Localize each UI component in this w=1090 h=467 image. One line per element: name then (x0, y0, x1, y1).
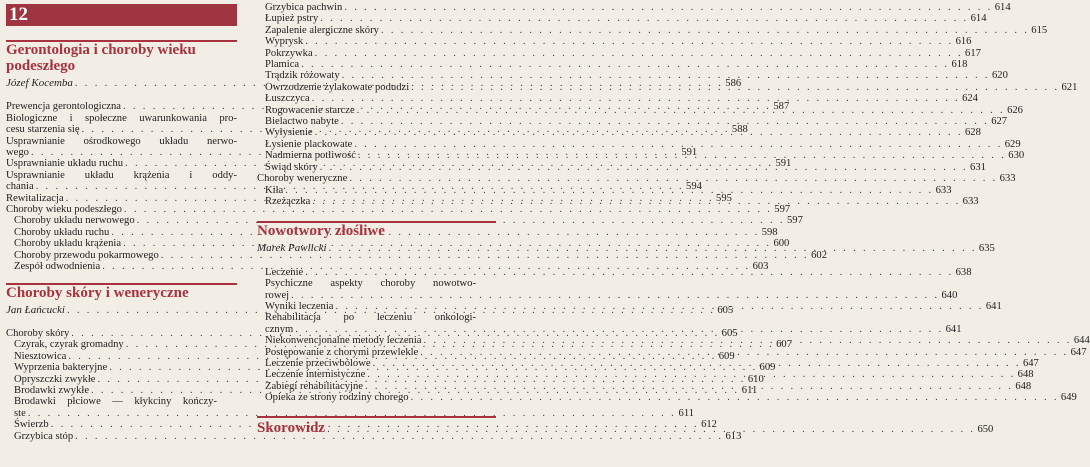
toc-entry: cznym . . . 641 (257, 324, 496, 335)
toc-entry: Choroby weneryczne . . . 633 (257, 173, 496, 184)
section-title-line: podeszłego (6, 58, 76, 74)
toc-subentry: Świąd skóry . . . 631 (257, 162, 496, 173)
toc-subentry: Choroby układu ruchu . . . 598 (6, 227, 237, 238)
toc-entry-line: Usprawnianie układu krążenia i oddy- (6, 169, 237, 181)
toc-subentry: ste . . . 611 (6, 408, 237, 419)
toc-subentry: Łuszczyca . . . 624 (257, 93, 496, 104)
toc-entry: Choroby wieku podeszłego . . . 597 (6, 204, 237, 215)
page-number: 12 (6, 4, 237, 26)
toc-subentry: Wyłysienie . . . 628 (257, 127, 496, 138)
author-entry: Józef Kocemba . . . 586 (6, 78, 237, 89)
toc-entry-line: Rehabilitacja po leczeniu onkologi- (265, 312, 476, 324)
section-title-oncology (257, 221, 496, 239)
toc-entry: Choroby skóry . . . 605 (6, 328, 237, 339)
toc-subentry: Choroby układu nerwowego . . . 597 (6, 215, 237, 226)
section-title-geriatrics (6, 40, 237, 74)
author-entry: Marek Pawlicki . . . 635 (257, 243, 496, 254)
toc-subentry: Zespół odwodnienia . . . 603 (6, 261, 237, 272)
toc-subentry: Wyprysk . . . 616 (257, 36, 496, 47)
toc-subentry: Wyprzenia bakteryjne . . . 609 (6, 362, 237, 373)
toc-entry-line: Usprawnianie ośrodkowego układu nerwo- (6, 135, 237, 147)
toc-subentry: Choroby układu krążenia . . . 600 (6, 238, 237, 249)
toc-subentry: Łysienie plackowate . . . 629 (257, 139, 496, 150)
toc-subentry: Plamica . . . 618 (257, 59, 496, 70)
toc-entry: Leczenie internistyczne . . . 648 (257, 369, 496, 380)
toc-entry: wego . . . 591 (6, 147, 237, 158)
section-title-line: Choroby skóry i weneryczne (6, 284, 189, 301)
toc-entry: Zabiegi rehabilitacyjne . . . 648 (257, 381, 496, 392)
toc-subentry: Choroby przewodu pokarmowego . . . 602 (6, 250, 237, 261)
toc-entry-line: Psychiczne aspekty choroby nowotwo- (265, 278, 476, 290)
toc-subentry: Brodawki zwykłe . . . 611 (6, 385, 237, 396)
toc-entry: Leczenie przeciwbólowe . . . 647 (257, 358, 496, 369)
toc-entry: Wyniki leczenia . . . 641 (257, 301, 496, 312)
toc-entry-line: Biologiczne i społeczne uwarunkowania pro- (6, 112, 237, 124)
toc-subentry: Grzybica pachwin . . . 614 (257, 2, 496, 13)
toc-entry: chania . . . 594 (6, 181, 237, 192)
toc-entry: Opieka ze strony rodziny chorego . . . 649 (257, 392, 496, 403)
toc-entry: Rewitalizacja . . . 595 (6, 193, 237, 204)
toc-entry: Postępowanie z chorymi przewlekle . . . 647 (257, 347, 496, 358)
toc-subentry: Świerzb . . . 612 (6, 419, 237, 430)
toc-entry: cesu starzenia się . . . 588 (6, 124, 237, 135)
author-entry: Jan Łańcucki . . . 605 (6, 305, 237, 316)
section-title-line: Nowotwory złośliwe (257, 223, 385, 240)
section-title-line: Gerontologia i choroby wieku (6, 42, 196, 58)
toc-subentry: Zapalenie alergiczne skóry . . . 615 (257, 25, 496, 36)
toc-subentry: Owrzodzenie żylakowate podudzi . . . 621 (257, 82, 496, 93)
toc-subentry: Czyrak, czyrak gromadny . . . 607 (6, 339, 237, 350)
toc-entry: Niekonwencjonalne metody leczenia . . . 644 (257, 335, 496, 346)
toc-subentry: Opryszczki zwykłe . . . 610 (6, 374, 237, 385)
toc-subentry: Kiła . . . 633 (257, 185, 496, 196)
index-entry: Skorowidz . . . 650 (257, 416, 496, 436)
toc-entry: rowej . . . 640 (257, 290, 496, 301)
toc-entry: Leczenie . . . 638 (257, 267, 496, 278)
toc-subentry: Rogowacenie starcze . . . 626 (257, 105, 496, 116)
toc-entry: Prewencja gerontologiczna . . . 587 (6, 101, 237, 112)
toc-subentry: Trądzik różowaty . . . 620 (257, 70, 496, 81)
toc-subentry: Bielactwo nabyte . . . 627 (257, 116, 496, 127)
toc-subentry: Grzybica stóp . . . 613 (6, 431, 237, 442)
toc-subentry: Nadmierna potliwość . . . 630 (257, 150, 496, 161)
toc-subentry: Łupież pstry . . . 614 (257, 13, 496, 24)
toc-subentry: Rzeżączka . . . 633 (257, 196, 496, 207)
toc-subentry: Niesztowica . . . 609 (6, 351, 237, 362)
toc-entry: Usprawnianie układu ruchu . . . 591 (6, 158, 237, 169)
section-title-skin (6, 283, 237, 301)
toc-subentry: Pokrzywka . . . 617 (257, 48, 496, 59)
toc-entry-line: Brodawki płciowe — kłykciny kończy- (14, 396, 217, 408)
